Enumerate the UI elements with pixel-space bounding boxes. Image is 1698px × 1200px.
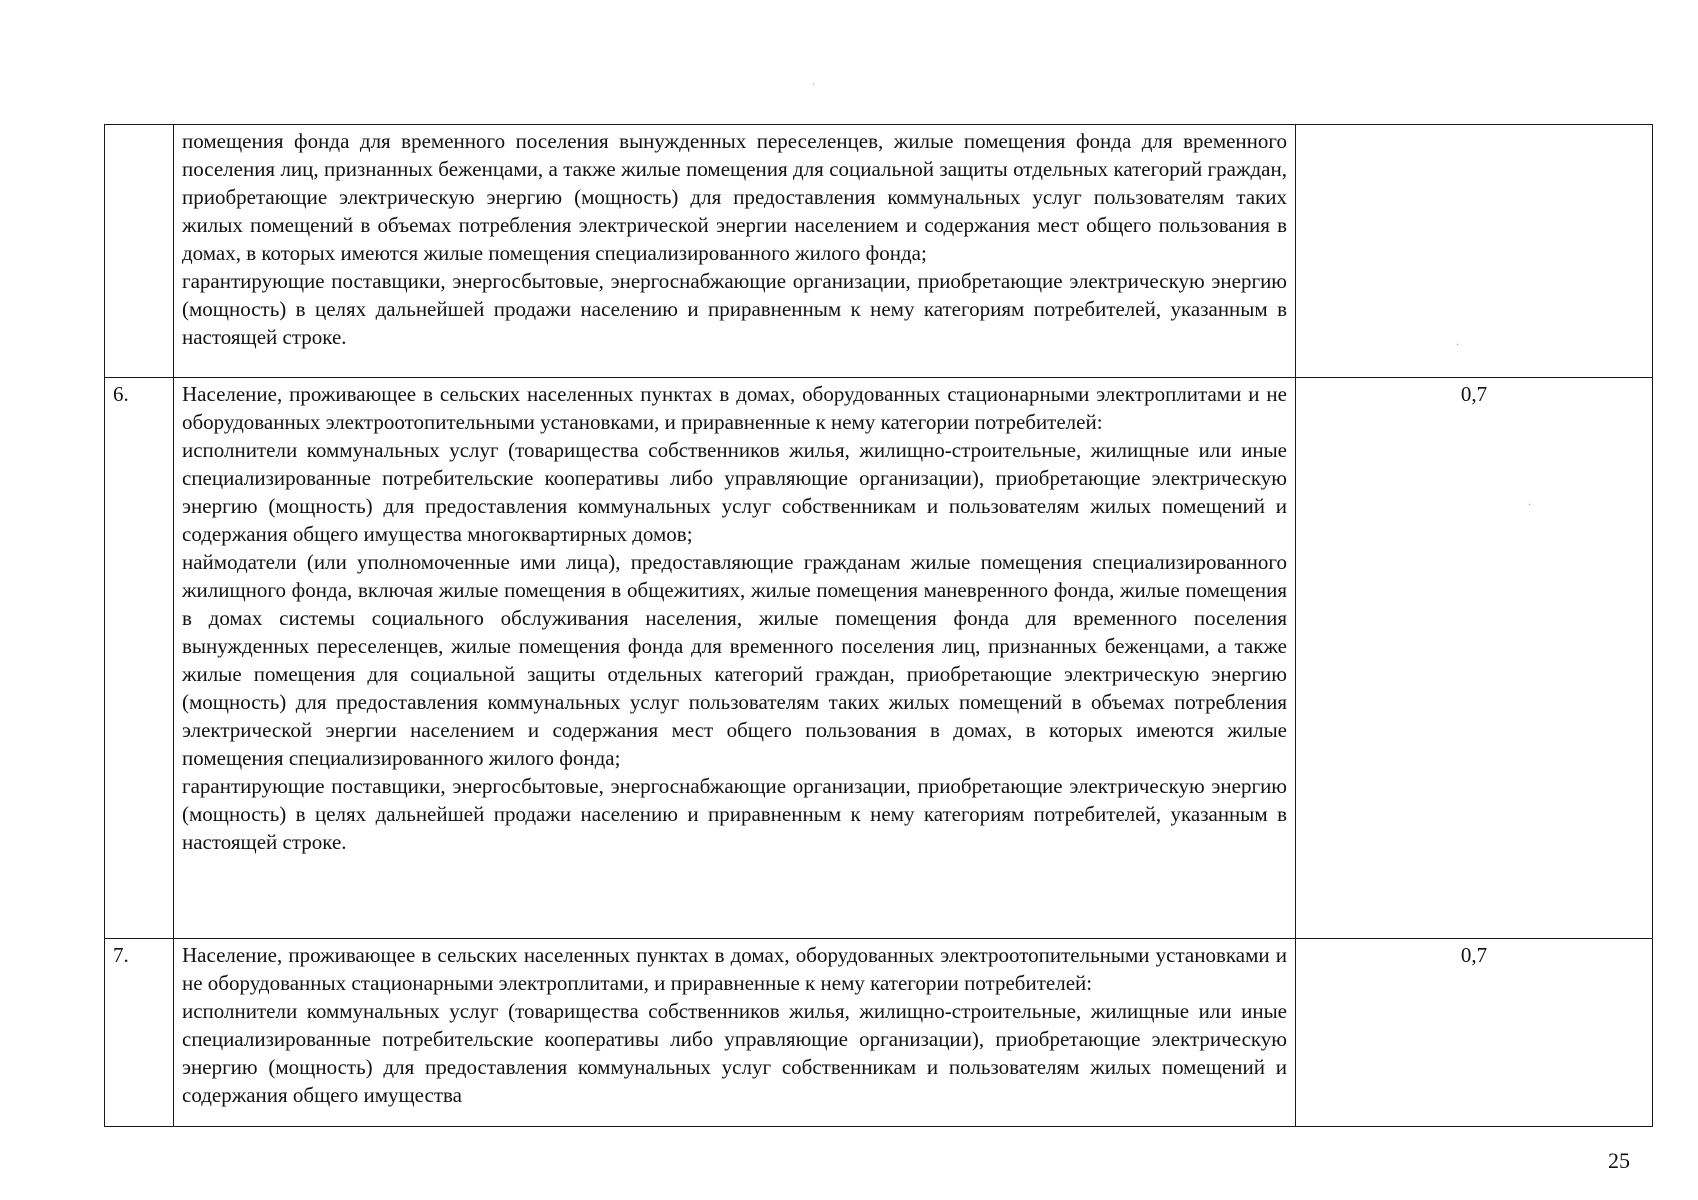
row-description-cell <box>174 125 1296 378</box>
table-row <box>105 939 1653 1127</box>
tariff-table <box>104 124 1653 1127</box>
row-value-cell: 0,7 <box>1296 378 1653 939</box>
description-paragraph: гарантирующие поставщики, энергосбытовые, энергоснабжающие организации, приобретающие электрическую энергию (мощность) в целях дальнейшей продажи населению и приравненным к нему категориям потребителей, указанным в настоящей строке. <box>182 774 1287 854</box>
row-description-cell <box>174 378 1296 939</box>
row-value-cell <box>1296 125 1653 378</box>
description-paragraph: Население, проживающее в сельских населенных пунктах в домах, оборудованных стационарными электроплитами и не оборудованных электроотопительными установками, и приравненные к нему категории потребителей: <box>182 382 1287 434</box>
row-number-cell <box>105 125 174 378</box>
page-number: 25 <box>1608 1148 1630 1173</box>
description-paragraph: гарантирующие поставщики, энергосбытовые, энергоснабжающие организации, приобретающие электрическую энергию (мощность) в целях дальнейшей продажи населению и приравненным к нему категориям потребителей, указанным в настоящей строке. <box>182 269 1287 349</box>
row-value-cell: 0,7 <box>1296 939 1653 1127</box>
description-paragraph: исполнители коммунальных услуг (товарищества собственников жилья, жилищно-строительные, жилищные или иные специализированные потребительские кооперативы либо управляющие организации), приобретающие электрическую энергию (мощность) для предоставления коммунальных услуг собственникам и пользователям жилых помещений и содержания общего имущества многоквартирных домов; <box>182 438 1287 546</box>
table-row <box>105 378 1653 939</box>
description-paragraph: Население, проживающее в сельских населенных пунктах в домах, оборудованных электроотопительными установками и не оборудованных стационарными электроплитами, и приравненные к нему категории потребителей: <box>182 943 1287 995</box>
scan-speck: · <box>812 80 816 91</box>
description-paragraph: наймодатели (или уполномоченные ими лица), предоставляющие гражданам жилые помещения специализированного жилищного фонда, включая жилые помещения в общежитиях, жилые помещения маневренного фонда, жилые помещения в домах системы социального обслуживания населения, жилые помещения фонда для временного поселения вынужденных переселенцев, жилые помещения фонда для временного поселения лиц, признанных беженцами, а также жилые помещения для социальной защиты отдельных категорий граждан, приобретающие электрическую энергию (мощность) для предоставления коммунальных услуг пользователям таких жилых помещений в объемах потребления электрической энергии населением и содержания мест общего пользования в домах, в которых имеются жилые помещения специализированного жилого фонда; <box>182 550 1287 770</box>
description-paragraph: помещения фонда для временного поселения вынужденных переселенцев, жилые помещения фонда для временного поселения лиц, признанных беженцами, а также жилые помещения для социальной защиты отдельных категорий граждан, приобретающие электрическую энергию (мощность) для предоставления коммунальных услуг пользователям таких жилых помещений в объемах потребления электрической энергии населением и содержания мест общего пользования в домах, в которых имеются жилые помещения специализированного жилого фонда; <box>182 129 1287 265</box>
row-number-cell: 7. <box>105 939 174 1127</box>
description-paragraph: исполнители коммунальных услуг (товарищества собственников жилья, жилищно-строительные, жилищные или иные специализированные потребительские кооперативы либо управляющие организации), приобретающие электрическую энергию (мощность) для предоставления коммунальных услуг собственникам и пользователям жилых помещений и содержания общего имущества <box>182 999 1287 1107</box>
scan-speck: · <box>1456 340 1460 351</box>
scan-speck: · <box>1528 500 1532 511</box>
row-description-cell <box>174 939 1296 1127</box>
row-number-cell: 6. <box>105 378 174 939</box>
table-row <box>105 125 1653 378</box>
description-clip <box>182 941 1287 1123</box>
